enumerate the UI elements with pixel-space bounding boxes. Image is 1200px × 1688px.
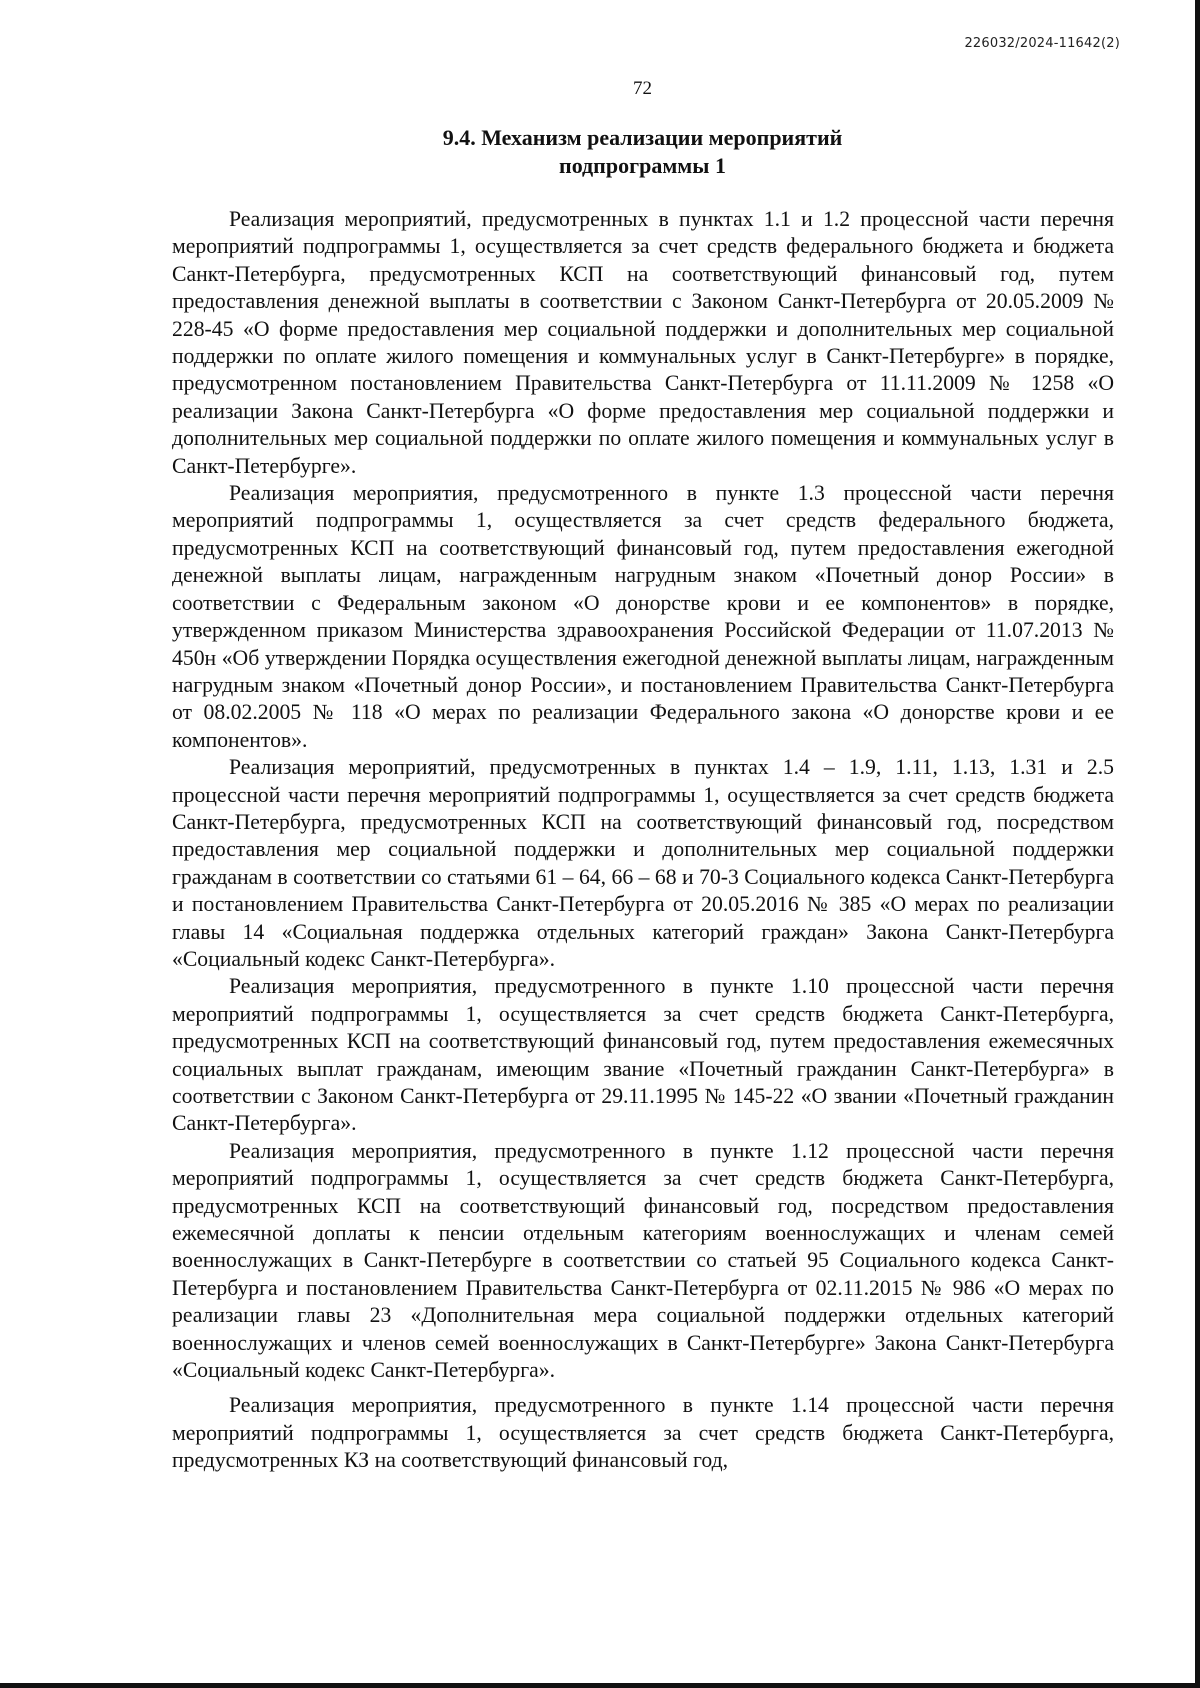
paragraph: Реализация мероприятий, предусмотренных в пунктах 1.4 – 1.9, 1.11, 1.13, 1.31 и 2.5 процессной части перечня мероприятий подпрограммы 1, осуществляется за счет средств бюджета Санкт-Петербурга, предусмотренных КСП на соответствующий финансовый год, посредством предоставления мер социальной поддержки и дополнительных мер социальной поддержки гражданам в соответствии со статьями 61 – 64, 66 – 68 и 70-3 Социального кодекса Санкт-Петербурга и постановлением Правительства Санкт-Петербурга от 20.05.2016 № 385 «О мерах по реализации главы 14 «Социальная поддержка отдельных категорий граждан» Закона Санкт-Петербурга «Социальный кодекс Санкт-Петербурга». bbox=[172, 755, 1114, 971]
scan-edge-right bbox=[1195, 0, 1200, 1688]
paragraph: Реализация мероприятия, предусмотренного в пункте 1.14 процессной части перечня мероприятий подпрограммы 1, осуществляется за счет средств бюджета Санкт-Петербурга, предусмотренных КЗ на соответствующий финансовый год, bbox=[172, 1393, 1114, 1473]
paragraph: Реализация мероприятия, предусмотренного в пункте 1.3 процессной части перечня мероприятий подпрограммы 1, осуществляется за счет средств федерального бюджета, предусмотренных КСП на соответствующий финансовый год, путем предоставления ежегодной денежной выплаты лицам, награжденным нагрудным знаком «Почетный донор России» в соответствии с Федеральным законом «О донорстве крови и ее компонентов» в порядке, утвержденном приказом Министерства здравоохранения Российской Федерации от 11.07.2013 № 450н «Об утверждении Порядка осуществления ежегодной денежной выплаты лицам, награжденным нагрудным знаком «Почетный донор России», и постановлением Правительства Санкт-Петербурга от 08.02.2005 № 118 «О мерах по реализации Федерального закона «О донорстве крови и ее компонентов». bbox=[172, 481, 1114, 752]
section-heading-line-1: 9.4. Механизм реализации мероприятий bbox=[442, 125, 843, 150]
section-heading-line-2: подпрограммы 1 bbox=[559, 153, 726, 178]
paragraph: Реализация мероприятий, предусмотренных в пунктах 1.1 и 1.2 процессной части перечня мероприятий подпрограммы 1, осуществляется за счет средств федерального бюджета и бюджета Санкт-Петербурга, предусмотренных КСП на соответствующий финансовый год, путем предоставления денежной выплаты в соответствии с Законом Санкт-Петербурга от 20.05.2009 № 228-45 «О форме предоставления мер социальной поддержки и дополнительных мер социальной поддержки по оплате жилого помещения и коммунальных услуг в Санкт-Петербурге» в порядке, предусмотренном постановлением Правительства Санкт-Петербурга от 11.11.2009 № 1258 «О реализации Закона Санкт-Петербурга «О форме предоставления мер социальной поддержки и дополнительных мер социальной поддержки по оплате жилого помещения и коммунальных услуг в Санкт-Петербурге». bbox=[172, 207, 1114, 478]
paragraph: Реализация мероприятия, предусмотренного в пункте 1.12 процессной части перечня мероприятий подпрограммы 1, осуществляется за счет средств бюджета Санкт-Петербурга, предусмотренных КСП на соответствующий финансовый год, посредством предоставления ежемесячной доплаты к пенсии отдельным категориям военнослужащих и членам семей военнослужащих в Санкт-Петербурге в соответствии со статьей 95 Социального кодекса Санкт-Петербурга и постановлением Правительства Санкт-Петербурга от 02.11.2015 № 986 «О мерах по реализации главы 23 «Дополнительная мера социальной поддержки отдельных категорий военнослужащих и членов семей военнослужащих в Санкт-Петербурге» Закона Санкт-Петербурга «Социальный кодекс Санкт-Петербурга». bbox=[172, 1138, 1114, 1383]
scan-edge-bottom bbox=[0, 1683, 1200, 1688]
page-number: 72 bbox=[633, 78, 652, 99]
section-heading bbox=[0, 124, 1200, 180]
paragraph: Реализация мероприятия, предусмотренного в пункте 1.10 процессной части перечня мероприятий подпрограммы 1, осуществляется за счет средств бюджета Санкт-Петербурга, предусмотренных КСП на соответствующий финансовый год, путем предоставления ежемесячных социальных выплат гражданам, имеющим звание «Почетный гражданин Санкт-Петербурга» в соответствии с Законом Санкт-Петербурга от 29.11.1995 № 145-22 «О звании «Почетный гражданин Санкт-Петербурга». bbox=[172, 974, 1114, 1136]
body-text bbox=[172, 206, 1114, 1475]
document-id: 226032/2024-11642(2) bbox=[964, 36, 1120, 51]
